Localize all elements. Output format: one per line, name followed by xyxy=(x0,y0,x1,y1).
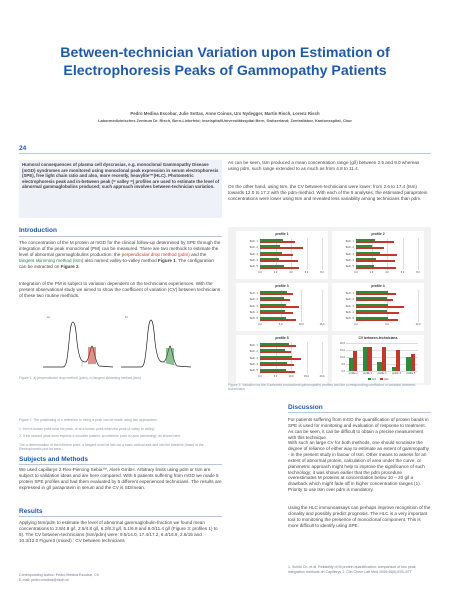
y-category-label: Tech. 1 xyxy=(345,239,354,243)
results-divider xyxy=(19,516,222,517)
bar-series-2 xyxy=(356,306,404,308)
x-tick-label: 6,0 xyxy=(304,271,309,274)
intro-paragraph-2: Integration of the PM is subject to variation dependent on the technicians experiences. With the present observational study we aimed to show the coefficient of variation (CV) between technicians of these two routine methods. xyxy=(19,281,221,298)
figure-1a-label: a) xyxy=(47,315,50,319)
x-tick-label: 5,0 xyxy=(385,323,389,326)
bar-series-2 xyxy=(260,319,296,321)
results-text: Applying tsm/pdm to estimate the level of abnormal gammaglobulin-fraction we found mean concentrations to 2.8/4.8 g/l, 2.5/4.8 g/l, 6.2/8.3 g/l, 5.1/6.8 and 9.0/11.4 g/l (Figure 3: profiles 1) to 5). The CV between-technicians (tsm/pdm) were: 9.5/14.0, 17.4/17.2, 6.4/16.9, 2.6/15 and 10.3/12.0 Figure3 (mixed) : CV between technicians xyxy=(19,520,218,543)
chart-title: profile 5 xyxy=(275,336,289,340)
figure-2-item-3: The a determination of the inflexion point, a tangent must be laid out a basic vertical axis and into the baseline (base) of the Electrophoretic plot for area. xyxy=(19,443,204,452)
y-category-label: Tech. 2 xyxy=(249,350,258,354)
y-category-label: Tech. 4 xyxy=(249,310,258,314)
y-category-label: Tech. 1 xyxy=(345,291,354,295)
figure-3-charts xyxy=(228,227,431,385)
bar-series-2 xyxy=(260,358,301,360)
x-tick-label: 6,0 xyxy=(400,271,405,274)
bar-pdm xyxy=(411,354,415,371)
abstract-text: Humoral consequences of plasma cell dyscrasias, e.g. monoclonal Gammopathy Disease (mGD) syndromes are monitored using monoclonal peak expression in serum electrophoresis (SPE), free light chain ratio and also, more recently, heavylite™(HLC). Photometric electrophoresis peak and in-between peak (= valley =) profiles are used to estimate the level of abnormal gammaglobulins produced; such approach involves between-technician variation. xyxy=(22,162,220,190)
gridline xyxy=(418,290,419,322)
bar-series-2 xyxy=(260,364,294,366)
y-category-label: Tech. 4 xyxy=(345,310,354,314)
y-category-label: Tech. 1 xyxy=(249,239,258,243)
poster-title: Between-technician Variation upon Estimation of Electrophoresis Peaks of Gammopathy Patients xyxy=(60,45,390,79)
x-tick-label: 10,0 xyxy=(415,323,421,326)
bar-series-2 xyxy=(260,241,295,243)
gridline xyxy=(418,238,419,270)
bar-series-2 xyxy=(260,371,295,373)
bar-series-2 xyxy=(356,247,384,249)
y-category-label: Tech. 4 xyxy=(345,258,354,262)
results-heading: Results xyxy=(19,508,43,515)
figure-1-caption: Figure 1. a) perpendicular drop method (pdm); b) tangent skimming method (tsm) xyxy=(19,376,141,380)
intro-divider xyxy=(19,236,222,237)
figure-1 xyxy=(33,312,203,372)
bar-series-2 xyxy=(260,299,290,301)
chart-legend xyxy=(368,378,393,381)
bar-series-2 xyxy=(356,299,393,301)
y-category-label: Tech. 2 xyxy=(249,298,258,302)
bar-series-2 xyxy=(356,241,394,243)
chart-title: profile 3 xyxy=(275,284,289,288)
y-tick-label: 10,0 xyxy=(340,355,345,359)
y-tick-label: 5,0 xyxy=(341,362,345,366)
bar-pdm xyxy=(367,347,371,371)
x-category-label: profile 3 xyxy=(377,372,387,375)
y-category-label: Tech. 4 xyxy=(249,258,258,262)
electropherogram-figure xyxy=(33,312,203,372)
x-tick-label: 4,0 xyxy=(289,271,293,274)
bar-series-2 xyxy=(260,260,298,262)
bar-series-2 xyxy=(356,267,396,269)
chart-1 xyxy=(236,231,328,279)
x-tick-label: 10,0 xyxy=(288,375,294,378)
chart-title: profile 1 xyxy=(275,232,289,236)
bar-series-2 xyxy=(260,345,296,347)
y-category-label: Tech. 5 xyxy=(249,265,258,269)
y-category-label: Tech. 1 xyxy=(249,291,258,295)
results-cont-paragraph-2: On the other hand, using tsm, the CV between-technicians were lower: from 2.6 to 17.4 (tsm) towards 12.0 to 17.2 with the pdm-method. With each of the 5 analyses, the estimated paraprotein concentrations were lower using tsm and revealed less variability among technicians than pdm. xyxy=(228,184,428,201)
x-category-label: profile 5 xyxy=(406,372,416,375)
y-category-label: Tech. 3 xyxy=(345,252,354,256)
discussion-divider xyxy=(288,412,431,413)
y-category-label: Tech. 3 xyxy=(249,304,258,308)
header-divider xyxy=(19,153,431,154)
x-tick-label: 0,0 xyxy=(258,375,262,378)
discussion-paragraph-1: For patients suffering from mGD the quantification of protein bands in SPE is used for monitoring and evaluation of response to treatment. As can be seen, it can be difficult to obtain a precise measurement with this technique. xyxy=(288,417,429,440)
x-tick-label: 4,0 xyxy=(385,271,389,274)
references: 1. Schild Ch. et al. Reliability of M protein quantification: comparison of two peak integration methods on Capillarys 2. Clin Chem Lab Med 2008;46(6):876–877 xyxy=(288,565,416,574)
chart-3 xyxy=(236,283,328,331)
x-tick-label: 0,0 xyxy=(258,323,262,326)
y-tick-label: 20,0 xyxy=(340,341,345,345)
y-category-label: Tech. 2 xyxy=(345,298,354,302)
y-category-label: Tech. 5 xyxy=(249,317,258,321)
x-tick-label: 15,0 xyxy=(319,323,325,326)
legend-swatch xyxy=(368,378,371,380)
shaded-peak-a xyxy=(88,347,96,364)
bar-series-2 xyxy=(356,293,396,295)
curve-b xyxy=(121,320,191,367)
curve-a xyxy=(43,322,113,367)
shaded-peak-b xyxy=(166,348,174,365)
y-category-label: Tech. 3 xyxy=(249,252,258,256)
gridline xyxy=(322,342,323,374)
x-tick-label: 5,0 xyxy=(278,323,283,326)
chart-title: CV between-technicians xyxy=(358,336,398,340)
gridline xyxy=(322,238,323,270)
y-category-label: Tech. 4 xyxy=(249,362,258,366)
x-category-label: profile 1 xyxy=(348,372,358,375)
results-cont-paragraph-1: As can be seen, tsm produced a mean concentration range (g/l) between 2.5 and 9.0 whereas using pdm, such range extended to as much as from 4.8 to 11.4. xyxy=(228,160,420,171)
x-tick-label: 20,0 xyxy=(319,375,325,378)
bar-series-2 xyxy=(260,293,293,295)
subjects-text: We used capillarys 2 Flex-Piercing Sebia™, Alerè GmbH. Arbitrary limits using pdm or tsm are subject to validation ideas and are here compared. With 5 patients suffering from mGD we made 5 protein SPE profiles and had them evaluated by 5 different experienced technicians. The results are expressed in g/l paraprotein in serum and the CV is SD/mean. xyxy=(19,467,222,490)
poster-number: 24 xyxy=(19,145,27,152)
bar-series-2 xyxy=(260,351,291,353)
legend-label: pdm xyxy=(384,378,389,381)
bar-series-2 xyxy=(260,247,303,249)
x-tick-label: 8,0 xyxy=(320,271,324,274)
y-category-label: Tech. 2 xyxy=(345,246,354,250)
y-tick-label: 15,0 xyxy=(340,348,345,352)
y-category-label: Tech. 5 xyxy=(345,265,354,269)
gridline xyxy=(307,342,308,374)
bar-pdm xyxy=(353,351,357,371)
gridline xyxy=(301,290,302,322)
x-category-label: profile 4 xyxy=(391,372,401,375)
bar-series-2 xyxy=(356,260,395,262)
bar-series-2 xyxy=(356,319,398,321)
chart-6 xyxy=(332,335,424,383)
discussion-heading: Discussion xyxy=(288,404,323,411)
legend-label: tsm xyxy=(372,378,377,381)
chart-2 xyxy=(332,231,424,279)
x-tick-label: 8,0 xyxy=(416,271,420,274)
x-tick-label: 5,0 xyxy=(273,375,278,378)
x-tick-label: 0,0 xyxy=(354,271,358,274)
y-category-label: Tech. 2 xyxy=(249,246,258,250)
chart-title: profile 4 xyxy=(371,284,385,288)
x-category-label: profile 2 xyxy=(363,372,373,375)
discussion-paragraph-2: With such an large CV for both methods, one should scrutinize the degree of reliance of either way to estimate an extent of gammopathy - in the present study in favour of tsm. Other means to assess for an extent of abnormal protein, calculation of area under the curve, or planimetric approach might help to improve the significance of such technology; it was shown earlier that the pdm procedure overestimates M proteins at concentration below 10 – 20 g/l a drawback which might fade off in higher concentration ranges (1). Priority to use tsm over pdm is mandatory. xyxy=(288,440,429,493)
bar-series-2 xyxy=(260,306,299,308)
bar-series-2 xyxy=(356,254,397,256)
y-tick-label: 0,0 xyxy=(341,369,345,373)
x-tick-label: 2,0 xyxy=(369,271,374,274)
intro-heading: Introduction xyxy=(19,227,57,234)
chart-5 xyxy=(236,335,328,383)
bar-series-2 xyxy=(260,312,293,314)
figure-3-caption: Figure 3. Variation on the 5 selected monoclonal gammopathy profiles and the corresponding coefficient of variation between-technicians xyxy=(228,383,417,392)
y-category-label: Tech. 5 xyxy=(249,369,258,373)
y-category-label: Tech. 1 xyxy=(249,343,258,347)
x-tick-label: 2,0 xyxy=(273,271,278,274)
legend-swatch xyxy=(380,378,383,380)
x-tick-label: 0,0 xyxy=(354,323,358,326)
subjects-divider xyxy=(19,464,222,465)
bar-series-2 xyxy=(260,254,293,256)
gridline xyxy=(346,343,418,344)
bar-pdm xyxy=(382,347,386,371)
x-tick-label: 10,0 xyxy=(298,323,304,326)
figure-2-caption: Figure 2. The positioning of a reference to being a peak can be made using two approaches: xyxy=(19,418,158,422)
authors: Pedro Medina Escobar, Julie Sottas, Anne Coinus, Urs Nydegger, Martin Risch, Lorenz Risch xyxy=(130,111,320,116)
bar-pdm xyxy=(396,350,400,371)
y-category-label: Tech. 3 xyxy=(249,356,258,360)
y-category-label: Tech. 3 xyxy=(345,304,354,308)
gridline xyxy=(322,290,323,322)
gridline xyxy=(307,238,308,270)
figure-1b-label: b) xyxy=(125,315,128,319)
corresponding-author: Corresponding author: Pedro Medina Escobar, Ch E-mail: pedro.medina@risch.ch xyxy=(19,573,99,582)
y-category-label: Tech. 5 xyxy=(345,317,354,321)
bar-series-2 xyxy=(356,312,399,314)
figure-2-item-1: 1. from a known point to/at the peak, or at a known point when the peak (a valley to valley) xyxy=(19,427,155,431)
intro-paragraph-1: The concentration of the M protein at mGD for the clinical follow-up determined by SPE through the integration of the peak monoclonal (PM) can be measured. There are two methods to estimate the level of abnormal gammaglobulins production: the perpendicular drop method (pdm) and the tangent skimming method (tsm) also named valley-to-valley method Figure 1. The configuration can be extracted on Figure 2. xyxy=(19,240,221,269)
bar-series-2 xyxy=(260,267,299,269)
x-tick-label: 15,0 xyxy=(304,375,309,378)
subjects-heading: Subjects and Methods xyxy=(19,456,88,463)
chart-title: profile 2 xyxy=(371,232,385,236)
affiliation: Labormedizinisches Zentrum Dr. Risch, Bern-Liebefeld; Inselspital/Universitätsspital Bern, Switzerland; Zentrallabor, Kantonsspital, Chur xyxy=(98,118,352,123)
chart-4 xyxy=(332,283,424,331)
gridline xyxy=(403,238,404,270)
discussion-paragraph-3: Using the HLC immunoassays can perhaps improve recognition of the clonality and possibly predict prognosis. The HLC is a very important tool to monitoring the presence of monoclonal component. This is more difficult to identify using SPE. xyxy=(288,505,431,528)
figure-2-item-2: 2. If the second peak does express a shoulder pattern, an inflexion point is used (skimming), as shown here. xyxy=(19,434,182,438)
x-tick-label: 0,0 xyxy=(258,271,262,274)
